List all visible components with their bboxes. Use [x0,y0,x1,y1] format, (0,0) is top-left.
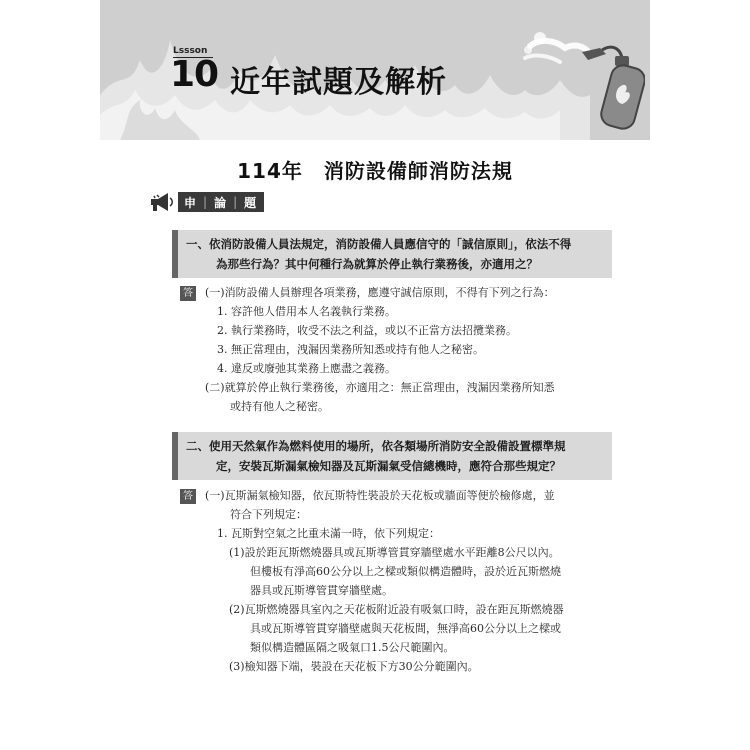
answer-line: 3. 無正當理由，洩漏因業務所知悉或持有他人之秘密。 [217,343,484,356]
chapter-banner [100,0,650,140]
answer-line: 2. 執行業務時，收受不法之利益，或以不正當方法招攬業務。 [217,324,517,337]
answer-line: (2)瓦斯燃燒器具室內之天花板附近設有吸氣口時，設在距瓦斯燃燒器 [229,603,564,616]
lesson-label: Lssson [173,46,208,56]
answer-line: (一)消防設備人員辦理各項業務，應遵守誠信原則，不得有下列之行為： [205,286,555,299]
lesson-title: 近年試題及解析 [230,65,447,100]
question-line: 定，安裝瓦斯漏氣檢知器及瓦斯漏氣受信總機時，應符合那些規定？ [216,459,561,473]
question-2 [172,432,612,480]
answer-line: 1. 容許他人借用本人名義執行業務。 [217,305,396,318]
separator: | [203,195,210,209]
answer-line: 但樓板有淨高60公分以上之樑或類似構造體時，設於近瓦斯燃燒 [250,565,561,578]
answer-mark: 答 [180,489,196,504]
answer-line: 類似構造體區隔之吸氣口1.5公尺範圍內。 [250,641,455,654]
answer-line: (一)瓦斯漏氣檢知器，依瓦斯特性裝設於天花板或牆面等便於檢修處，並 [205,489,555,502]
answer-line: (二)就算於停止執行業務後，亦適用之：無正當理由，洩漏因業務所知悉 [205,381,555,394]
question-1 [172,230,612,278]
section-tag-char: 論 [214,195,229,210]
answer-line: 符合下列規定： [230,508,307,521]
answer-2 [205,486,615,676]
question-line: 為那些行為？其中何種行為就算於停止執行業務後，亦適用之？ [216,257,538,271]
separator: | [233,195,240,209]
answer-line: 4. 違反或廢弛其業務上應盡之義務。 [217,362,396,375]
answer-line: 具或瓦斯導管貫穿牆壁處與天花板間，無淨高60公分以上之樑或 [250,622,561,635]
fire-extinguisher-icon [520,18,645,133]
answer-line: 或持有他人之秘密。 [230,400,329,413]
answer-line: (3)檢知器下端，裝設在天花板下方30公分範圍內。 [229,660,479,673]
answer-line: 器具或瓦斯導管貫穿牆壁處。 [250,584,393,597]
section-tag-label [178,192,264,212]
question-line: 一、依消防設備人員法規定，消防設備人員應信守的「誠信原則」，依法不得 [186,237,572,251]
question-line: 二、使用天然氣作為燃料使用的場所，依各類場所消防安全設備設置標準規 [186,439,566,453]
page [100,0,650,750]
page-title: 114年 消防設備師消防法規 [237,159,513,183]
section-tag-char: 題 [244,195,259,210]
answer-mark: 答 [180,286,196,301]
answer-line: 1. 瓦斯對空氣之比重未滿一時，依下列規定： [217,527,440,540]
section-tag-char: 申 [184,195,199,210]
lesson-number: 10 [170,54,219,95]
answer-line: (1)設於距瓦斯燃燒器具或瓦斯導管貫穿牆壁處水平距離8公尺以內。 [229,546,560,559]
answer-1 [205,283,615,416]
megaphone-icon [148,190,176,214]
